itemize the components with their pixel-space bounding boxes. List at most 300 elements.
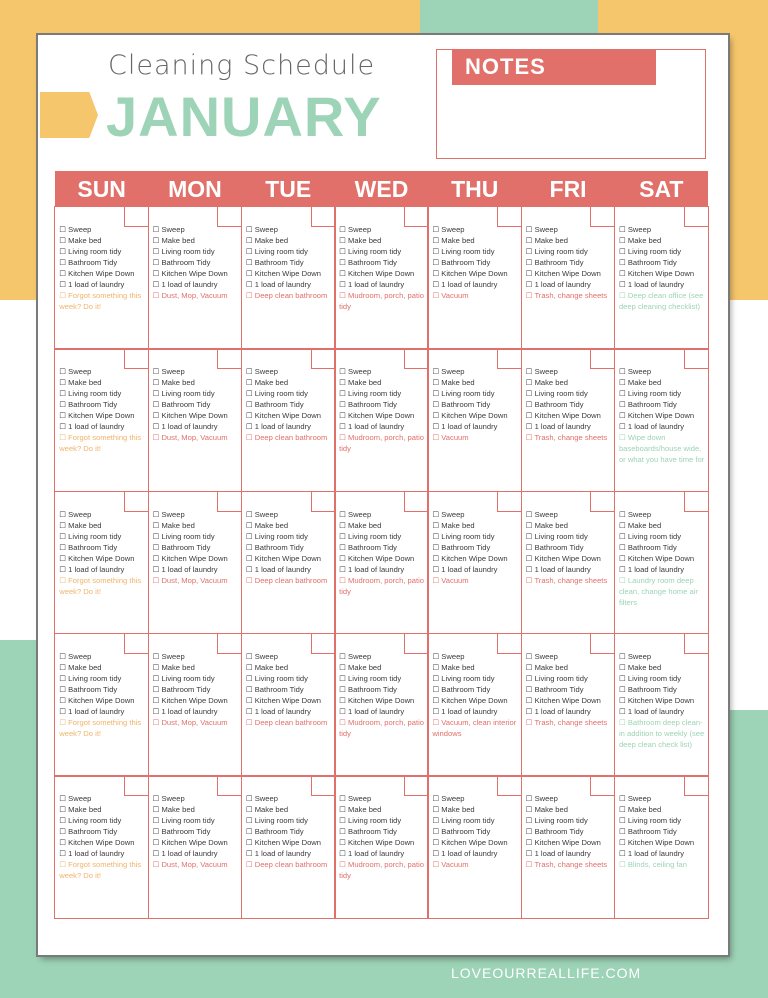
day-cell xyxy=(334,633,429,777)
task-item[interactable]: ☐ Kitchen Wipe Down xyxy=(618,695,695,705)
day-cell xyxy=(241,348,336,492)
task-item[interactable]: ☐ 1 load of laundry xyxy=(525,422,591,432)
task-item[interactable]: ☐ Kitchen Wipe Down xyxy=(245,269,321,279)
task-item[interactable]: ☐ Trash, change sheets xyxy=(525,860,608,870)
task-item[interactable]: ☐ Forgot something this week? Do it! xyxy=(59,291,142,312)
footer-website: LOVEOURREALLIFE.COM xyxy=(451,965,642,981)
task-item[interactable]: ☐ 1 load of laundry xyxy=(245,849,311,859)
task-item[interactable]: ☐ Bathroom Tidy xyxy=(245,258,304,268)
task-item[interactable]: ☐ Living room tidy xyxy=(432,531,495,541)
task-item[interactable]: ☐ Make bed xyxy=(618,662,662,672)
task-item[interactable]: ☐ Kitchen Wipe Down xyxy=(525,695,601,705)
date-box xyxy=(404,206,429,227)
day-cell xyxy=(521,206,616,350)
task-item[interactable]: ☐ Bathroom Tidy xyxy=(525,542,584,552)
task-item[interactable]: ☐ Make bed xyxy=(59,378,102,388)
task-item[interactable]: ☐ Vacuum xyxy=(432,575,469,585)
date-box xyxy=(404,348,429,369)
task-item[interactable]: ☐ Make bed xyxy=(432,805,475,815)
task-item[interactable]: ☐ 1 load of laundry xyxy=(525,564,591,574)
task-item[interactable]: ☐ 1 load of laundry xyxy=(59,280,125,290)
task-item[interactable]: ☐ Bathroom Tidy xyxy=(152,684,211,694)
task-item[interactable]: ☐ Bathroom Tidy xyxy=(432,542,491,552)
task-item[interactable]: ☐ Sweep xyxy=(432,367,465,377)
task-item[interactable]: ☐ Sweep xyxy=(59,794,92,804)
task-item[interactable]: ☐ Living room tidy xyxy=(432,673,495,683)
task-item[interactable]: ☐ Sweep xyxy=(152,225,185,235)
task-item[interactable]: ☐ Bathroom Tidy xyxy=(245,400,304,410)
task-item[interactable]: ☐ Bathroom Tidy xyxy=(59,684,118,694)
task-item[interactable]: ☐ Sweep xyxy=(59,225,92,235)
task-item[interactable]: ☐ Vacuum xyxy=(432,433,469,443)
task-item[interactable]: ☐ Living room tidy xyxy=(525,816,588,826)
background-green-top xyxy=(420,0,598,35)
task-item[interactable]: ☐ Bathroom Tidy xyxy=(525,400,584,410)
task-item[interactable]: ☐ Make bed xyxy=(339,378,382,388)
task-item[interactable]: ☐ Sweep xyxy=(525,509,558,519)
task-item[interactable]: ☐ Kitchen Wipe Down xyxy=(59,695,135,705)
day-cell xyxy=(521,775,616,919)
task-item[interactable]: ☐ Kitchen Wipe Down xyxy=(245,553,321,563)
task-item[interactable]: ☐ Deep clean office (see deep cleaning checklist) xyxy=(618,291,704,312)
task-item[interactable]: ☐ Make bed xyxy=(339,520,382,530)
task-item[interactable]: ☐ Bathroom Tidy xyxy=(152,400,211,410)
task-item[interactable]: ☐ Sweep xyxy=(618,225,652,235)
day-cell xyxy=(334,348,429,492)
task-item[interactable]: ☐ 1 load of laundry xyxy=(432,706,498,716)
day-cell xyxy=(54,206,149,350)
task-item[interactable]: ☐ Make bed xyxy=(525,662,568,672)
task-item[interactable]: ☐ Trash, change sheets xyxy=(525,717,608,727)
task-item[interactable]: ☐ 1 load of laundry xyxy=(618,849,685,859)
date-box xyxy=(124,775,149,796)
task-item[interactable]: ☐ Make bed xyxy=(618,520,662,530)
task-item[interactable]: ☐ Living room tidy xyxy=(59,247,122,257)
task-item[interactable]: ☐ Sweep xyxy=(152,794,185,804)
task-item[interactable]: ☐ Make bed xyxy=(59,520,102,530)
background-yellow-left xyxy=(0,0,40,300)
task-item[interactable]: ☐ Kitchen Wipe Down xyxy=(432,269,508,279)
task-item[interactable]: ☐ Kitchen Wipe Down xyxy=(339,411,415,421)
task-item[interactable]: ☐ Living room tidy xyxy=(618,816,682,826)
task-item[interactable]: ☐ Make bed xyxy=(245,236,289,246)
task-item[interactable]: ☐ Bathroom Tidy xyxy=(152,827,211,837)
task-item[interactable]: ☐ 1 load of laundry xyxy=(245,564,311,574)
task-item[interactable]: ☐ Sweep xyxy=(432,651,465,661)
task-item[interactable]: ☐ Forgot something this week? Do it! xyxy=(59,717,142,738)
task-item[interactable]: ☐ Living room tidy xyxy=(525,389,588,399)
task-item[interactable]: ☐ Make bed xyxy=(525,378,568,388)
task-item[interactable]: ☐ Living room tidy xyxy=(59,816,122,826)
task-item[interactable]: ☐ Sweep xyxy=(152,367,185,377)
task-item[interactable]: ☐ Kitchen Wipe Down xyxy=(245,695,321,705)
task-item[interactable]: ☐ Living room tidy xyxy=(245,816,308,826)
task-item[interactable]: ☐ Sweep xyxy=(618,367,652,377)
task-item[interactable]: ☐ Make bed xyxy=(59,662,102,672)
task-item[interactable]: ☐ Make bed xyxy=(432,662,475,672)
task-item[interactable]: ☐ Sweep xyxy=(432,794,465,804)
task-item[interactable]: ☐ Kitchen Wipe Down xyxy=(339,553,415,563)
task-item[interactable]: ☐ 1 load of laundry xyxy=(59,706,125,716)
task-item[interactable]: ☐ Sweep xyxy=(245,651,278,661)
date-box xyxy=(590,491,615,512)
task-item[interactable]: ☐ Sweep xyxy=(339,225,372,235)
day-cell xyxy=(427,633,522,777)
date-box xyxy=(217,633,242,654)
task-item[interactable]: ☐ Kitchen Wipe Down xyxy=(525,411,601,421)
task-item[interactable]: ☐ 1 load of laundry xyxy=(339,706,405,716)
task-item[interactable]: ☐ Bathroom Tidy xyxy=(59,542,118,552)
task-item[interactable]: ☐ Deep clean bathroom xyxy=(245,860,328,870)
task-item[interactable]: ☐ Living room tidy xyxy=(339,673,402,683)
task-item[interactable]: ☐ 1 load of laundry xyxy=(152,564,218,574)
task-item[interactable]: ☐ Mudroom, porch, patio tidy xyxy=(339,575,424,596)
day-cell xyxy=(241,633,336,777)
task-item[interactable]: ☐ 1 load of laundry xyxy=(339,422,405,432)
task-item[interactable]: ☐ Vacuum, clean interior windows xyxy=(432,717,517,738)
task-item[interactable]: ☐ Deep clean bathroom xyxy=(245,433,328,443)
task-item[interactable]: ☐ Kitchen Wipe Down xyxy=(618,553,695,563)
task-item[interactable]: ☐ Kitchen Wipe Down xyxy=(432,411,508,421)
task-item[interactable]: ☐ Bathroom Tidy xyxy=(59,827,118,837)
task-item[interactable]: ☐ Kitchen Wipe Down xyxy=(618,838,695,848)
task-item[interactable]: ☐ 1 load of laundry xyxy=(245,422,311,432)
task-item[interactable]: ☐ Living room tidy xyxy=(525,247,588,257)
task-item[interactable]: ☐ Make bed xyxy=(152,520,195,530)
task-item[interactable]: ☐ Trash, change sheets xyxy=(525,433,608,443)
task-item[interactable]: ☐ Living room tidy xyxy=(59,531,122,541)
task-item[interactable]: ☐ Kitchen Wipe Down xyxy=(432,838,508,848)
task-item[interactable]: ☐ Kitchen Wipe Down xyxy=(245,411,321,421)
task-item[interactable]: ☐ Living room tidy xyxy=(432,389,495,399)
task-item[interactable]: ☐ Bathroom Tidy xyxy=(152,542,211,552)
task-item[interactable]: ☐ Kitchen Wipe Down xyxy=(152,553,228,563)
task-item[interactable]: ☐ Sweep xyxy=(525,651,558,661)
task-item[interactable]: ☐ Sweep xyxy=(59,509,92,519)
task-item[interactable]: ☐ Mudroom, porch, patio tidy xyxy=(339,860,424,881)
task-item[interactable]: ☐ 1 load of laundry xyxy=(525,280,591,290)
task-item[interactable]: ☐ Deep clean bathroom xyxy=(245,291,328,301)
task-item[interactable]: ☐ 1 load of laundry xyxy=(525,849,591,859)
task-item[interactable]: ☐ Sweep xyxy=(339,651,372,661)
task-item[interactable]: ☐ Kitchen Wipe Down xyxy=(432,695,508,705)
task-item[interactable]: ☐ Make bed xyxy=(618,236,662,246)
task-item[interactable]: ☐ Living room tidy xyxy=(432,247,495,257)
task-item[interactable]: ☐ Kitchen Wipe Down xyxy=(525,269,601,279)
task-item[interactable]: ☐ Living room tidy xyxy=(152,389,215,399)
task-item[interactable]: ☐ 1 load of laundry xyxy=(339,280,405,290)
task-item[interactable]: ☐ Living room tidy xyxy=(618,531,682,541)
task-item[interactable]: ☐ Living room tidy xyxy=(152,816,215,826)
day-cell xyxy=(521,491,616,635)
task-item[interactable]: ☐ Living room tidy xyxy=(152,531,215,541)
task-item[interactable]: ☐ Sweep xyxy=(245,225,278,235)
task-item[interactable]: ☐ Bathroom Tidy xyxy=(339,258,397,268)
task-item[interactable]: ☐ Living room tidy xyxy=(245,247,308,257)
task-item[interactable]: ☐ Kitchen Wipe Down xyxy=(432,553,508,563)
task-item[interactable]: ☐ Make bed xyxy=(339,662,382,672)
task-item[interactable]: ☐ Dust, Mop, Vacuum xyxy=(152,433,228,443)
task-item[interactable]: ☐ Sweep xyxy=(618,509,652,519)
task-item[interactable]: ☐ Kitchen Wipe Down xyxy=(59,553,135,563)
task-item[interactable]: ☐ Bathroom Tidy xyxy=(525,827,584,837)
task-item[interactable]: ☐ Make bed xyxy=(245,805,289,815)
date-box xyxy=(124,633,149,654)
task-item[interactable]: ☐ Living room tidy xyxy=(618,247,682,257)
task-item[interactable]: ☐ Make bed xyxy=(432,236,475,246)
task-item[interactable]: ☐ Living room tidy xyxy=(339,531,402,541)
date-box xyxy=(404,491,429,512)
task-item[interactable]: ☐ 1 load of laundry xyxy=(432,422,498,432)
task-item[interactable]: ☐ Sweep xyxy=(245,509,278,519)
task-item[interactable]: ☐ Living room tidy xyxy=(152,247,215,257)
task-item[interactable]: ☐ Sweep xyxy=(339,794,372,804)
day-cell xyxy=(241,775,336,919)
task-item[interactable]: ☐ Bathroom Tidy xyxy=(525,684,584,694)
task-item[interactable]: ☐ Make bed xyxy=(525,520,568,530)
weekday-fri: FRI xyxy=(549,176,587,202)
task-item[interactable]: ☐ Make bed xyxy=(152,236,195,246)
task-item[interactable]: ☐ Sweep xyxy=(432,225,465,235)
task-item[interactable]: ☐ Make bed xyxy=(525,236,568,246)
task-item[interactable]: ☐ Make bed xyxy=(152,378,195,388)
date-box xyxy=(590,348,615,369)
weekday-mon: MON xyxy=(168,176,222,202)
task-item[interactable]: ☐ Mudroom, porch, patio tidy xyxy=(339,291,424,312)
date-box xyxy=(590,775,615,796)
weekday-tue: TUE xyxy=(265,176,312,202)
task-item[interactable]: ☐ Sweep xyxy=(59,651,92,661)
task-item[interactable]: ☐ Make bed xyxy=(245,662,289,672)
task-item[interactable]: ☐ Bathroom Tidy xyxy=(618,827,677,837)
task-item[interactable]: ☐ Make bed xyxy=(59,805,102,815)
task-item[interactable]: ☐ Forgot something this week? Do it! xyxy=(59,575,142,596)
date-box xyxy=(217,491,242,512)
task-item[interactable]: ☐ Living room tidy xyxy=(339,389,402,399)
task-item[interactable]: ☐ Sweep xyxy=(245,367,278,377)
task-item[interactable]: ☐ Sweep xyxy=(152,651,185,661)
date-box xyxy=(590,633,615,654)
task-item[interactable]: ☐ Kitchen Wipe Down xyxy=(618,411,695,421)
task-item[interactable]: ☐ Sweep xyxy=(525,225,558,235)
task-item[interactable]: ☐ 1 load of laundry xyxy=(618,564,685,574)
background-yellow-top xyxy=(0,0,420,35)
task-item[interactable]: ☐ 1 load of laundry xyxy=(59,564,125,574)
task-item[interactable]: ☐ Make bed xyxy=(339,805,382,815)
date-box xyxy=(497,348,522,369)
task-item[interactable]: ☐ 1 load of laundry xyxy=(59,422,125,432)
task-item[interactable]: ☐ 1 load of laundry xyxy=(339,849,405,859)
task-item[interactable]: ☐ Vacuum xyxy=(432,291,469,301)
task-item[interactable]: ☐ Make bed xyxy=(152,662,195,672)
date-box xyxy=(311,491,336,512)
date-box xyxy=(217,206,242,227)
task-item[interactable]: ☐ Deep clean bathroom xyxy=(245,717,328,727)
task-item[interactable]: ☐ Kitchen Wipe Down xyxy=(339,838,415,848)
day-cell xyxy=(614,206,709,350)
task-item[interactable]: ☐ Bathroom Tidy xyxy=(432,827,491,837)
task-item[interactable]: ☐ Make bed xyxy=(432,520,475,530)
task-item[interactable]: ☐ Kitchen Wipe Down xyxy=(152,269,228,279)
task-item[interactable]: ☐ 1 load of laundry xyxy=(618,706,685,716)
task-item[interactable]: ☐ 1 load of laundry xyxy=(618,422,685,432)
task-item[interactable]: ☐ Bathroom Tidy xyxy=(59,258,118,268)
task-item[interactable]: ☐ Dust, Mop, Vacuum xyxy=(152,717,228,727)
task-item[interactable]: ☐ Bathroom Tidy xyxy=(432,400,491,410)
task-item[interactable]: ☐ 1 load of laundry xyxy=(339,564,405,574)
task-item[interactable]: ☐ Deep clean bathroom xyxy=(245,575,328,585)
task-item[interactable]: ☐ 1 load of laundry xyxy=(245,706,311,716)
notes-label: NOTES xyxy=(452,49,656,85)
task-item[interactable]: ☐ 1 load of laundry xyxy=(245,280,311,290)
task-item[interactable]: ☐ Mudroom, porch, patio tidy xyxy=(339,717,424,738)
task-item[interactable]: ☐ Kitchen Wipe Down xyxy=(59,269,135,279)
task-item[interactable]: ☐ Living room tidy xyxy=(59,389,122,399)
day-cell xyxy=(334,775,429,919)
task-item[interactable]: ☐ 1 load of laundry xyxy=(432,280,498,290)
day-cell xyxy=(334,491,429,635)
task-item[interactable]: ☐ Bathroom Tidy xyxy=(339,827,397,837)
task-item[interactable]: ☐ Trash, change sheets xyxy=(525,575,608,585)
task-item[interactable]: ☐ Bathroom Tidy xyxy=(618,684,677,694)
task-item[interactable]: ☐ Living room tidy xyxy=(339,247,402,257)
date-box xyxy=(684,348,709,369)
task-item[interactable]: ☐ Kitchen Wipe Down xyxy=(245,838,321,848)
task-item[interactable]: ☐ Bathroom Tidy xyxy=(339,400,397,410)
task-item[interactable]: ☐ Bathroom Tidy xyxy=(245,684,304,694)
task-item[interactable]: ☐ Make bed xyxy=(152,805,195,815)
task-item[interactable]: ☐ Sweep xyxy=(618,651,652,661)
task-item[interactable]: ☐ Make bed xyxy=(339,236,382,246)
task-item[interactable]: ☐ 1 load of laundry xyxy=(152,849,218,859)
task-item[interactable]: ☐ Living room tidy xyxy=(245,389,308,399)
task-item[interactable]: ☐ Wipe down baseboards/house wide, or what you have time for xyxy=(618,433,705,465)
task-item[interactable]: ☐ Bathroom Tidy xyxy=(618,258,677,268)
task-item[interactable]: ☐ Make bed xyxy=(618,805,662,815)
date-box xyxy=(311,775,336,796)
task-item[interactable]: ☐ 1 load of laundry xyxy=(525,706,591,716)
task-item[interactable]: ☐ Laundry room deep clean, change home air filters xyxy=(618,575,698,607)
task-item[interactable]: ☐ Kitchen Wipe Down xyxy=(525,838,601,848)
task-item[interactable]: ☐ Dust, Mop, Vacuum xyxy=(152,291,228,301)
task-item[interactable]: ☐ 1 load of laundry xyxy=(152,280,218,290)
task-item[interactable]: ☐ Sweep xyxy=(59,367,92,377)
task-item[interactable]: ☐ Living room tidy xyxy=(245,531,308,541)
task-item[interactable]: ☐ Bathroom Tidy xyxy=(339,542,397,552)
task-item[interactable]: ☐ Sweep xyxy=(339,509,372,519)
task-item[interactable]: ☐ Sweep xyxy=(339,367,372,377)
task-item[interactable]: ☐ Bathroom Tidy xyxy=(618,400,677,410)
task-item[interactable]: ☐ Living room tidy xyxy=(432,816,495,826)
task-item[interactable]: ☐ 1 load of laundry xyxy=(152,422,218,432)
task-item[interactable]: ☐ Living room tidy xyxy=(59,673,122,683)
task-item[interactable]: ☐ Make bed xyxy=(525,805,568,815)
task-item[interactable]: ☐ Sweep xyxy=(525,367,558,377)
task-item[interactable]: ☐ Living room tidy xyxy=(339,816,402,826)
task-item[interactable]: ☐ Kitchen Wipe Down xyxy=(618,269,695,279)
date-box xyxy=(497,633,522,654)
task-item[interactable]: ☐ Bathroom Tidy xyxy=(245,542,304,552)
task-item[interactable]: ☐ Kitchen Wipe Down xyxy=(59,838,135,848)
task-item[interactable]: ☐ 1 load of laundry xyxy=(432,849,498,859)
day-cell xyxy=(54,348,149,492)
task-item[interactable]: ☐ Sweep xyxy=(525,794,558,804)
task-item[interactable]: ☐ Blinds, ceiling fan xyxy=(618,860,687,870)
task-item[interactable]: ☐ Kitchen Wipe Down xyxy=(339,269,415,279)
day-cell xyxy=(54,775,149,919)
task-item[interactable]: ☐ Sweep xyxy=(618,794,652,804)
task-item[interactable]: ☐ 1 load of laundry xyxy=(432,564,498,574)
task-item[interactable]: ☐ Make bed xyxy=(432,378,475,388)
task-item[interactable]: ☐ Sweep xyxy=(245,794,278,804)
task-item[interactable]: ☐ Make bed xyxy=(245,520,289,530)
task-item[interactable]: ☐ Bathroom Tidy xyxy=(432,684,491,694)
task-item[interactable]: ☐ Kitchen Wipe Down xyxy=(152,695,228,705)
task-item[interactable]: ☐ Kitchen Wipe Down xyxy=(152,411,228,421)
task-item[interactable]: ☐ Vacuum xyxy=(432,860,469,870)
task-item[interactable]: ☐ Dust, Mop, Vacuum xyxy=(152,575,228,585)
day-cell xyxy=(521,348,616,492)
task-item[interactable]: ☐ Kitchen Wipe Down xyxy=(525,553,601,563)
task-item[interactable]: ☐ 1 load of laundry xyxy=(152,706,218,716)
task-item[interactable]: ☐ Bathroom Tidy xyxy=(618,542,677,552)
task-item[interactable]: ☐ Living room tidy xyxy=(618,389,682,399)
task-item[interactable]: ☐ Living room tidy xyxy=(525,531,588,541)
task-item[interactable]: ☐ Kitchen Wipe Down xyxy=(59,411,135,421)
date-box xyxy=(311,348,336,369)
task-item[interactable]: ☐ Bathroom Tidy xyxy=(339,684,397,694)
calendar-grid xyxy=(55,207,708,918)
task-item[interactable]: ☐ 1 load of laundry xyxy=(59,849,125,859)
task-item[interactable]: ☐ Make bed xyxy=(245,378,289,388)
task-item[interactable]: ☐ Bathroom Tidy xyxy=(525,258,584,268)
task-item[interactable]: ☐ Kitchen Wipe Down xyxy=(152,838,228,848)
day-cell xyxy=(614,491,709,635)
day-cell xyxy=(54,491,149,635)
day-cell xyxy=(148,348,243,492)
page-subtitle: Cleaning Schedule xyxy=(108,50,376,81)
date-box xyxy=(684,491,709,512)
weekday-sat: SAT xyxy=(639,176,684,202)
task-item[interactable]: ☐ Living room tidy xyxy=(525,673,588,683)
task-item[interactable]: ☐ Sweep xyxy=(152,509,185,519)
task-item[interactable]: ☐ Bathroom deep clean- in addition to weekly (see deep clean check list) xyxy=(618,717,705,749)
task-item[interactable]: ☐ Kitchen Wipe Down xyxy=(339,695,415,705)
date-box xyxy=(311,206,336,227)
date-box xyxy=(124,348,149,369)
task-item[interactable]: ☐ Sweep xyxy=(432,509,465,519)
task-item[interactable]: ☐ Living room tidy xyxy=(152,673,215,683)
task-item[interactable]: ☐ Living room tidy xyxy=(618,673,682,683)
task-item[interactable]: ☐ Make bed xyxy=(618,378,662,388)
task-item[interactable]: ☐ Dust, Mop, Vacuum xyxy=(152,860,228,870)
task-item[interactable]: ☐ Mudroom, porch, patio tidy xyxy=(339,433,424,454)
task-item[interactable]: ☐ Bathroom Tidy xyxy=(245,827,304,837)
task-item[interactable]: ☐ Forgot something this week? Do it! xyxy=(59,433,142,454)
day-cell xyxy=(427,775,522,919)
weekday-sun: SUN xyxy=(77,176,126,202)
task-item[interactable]: ☐ Bathroom Tidy xyxy=(432,258,491,268)
task-item[interactable]: ☐ Forgot something this week? Do it! xyxy=(59,860,142,881)
task-item[interactable]: ☐ Bathroom Tidy xyxy=(59,400,118,410)
date-box xyxy=(497,775,522,796)
task-item[interactable]: ☐ Living room tidy xyxy=(245,673,308,683)
day-cell xyxy=(241,491,336,635)
task-item[interactable]: ☐ 1 load of laundry xyxy=(618,280,685,290)
task-item[interactable]: ☐ Trash, change sheets xyxy=(525,291,608,301)
task-item[interactable]: ☐ Make bed xyxy=(59,236,102,246)
task-item[interactable]: ☐ Bathroom Tidy xyxy=(152,258,211,268)
